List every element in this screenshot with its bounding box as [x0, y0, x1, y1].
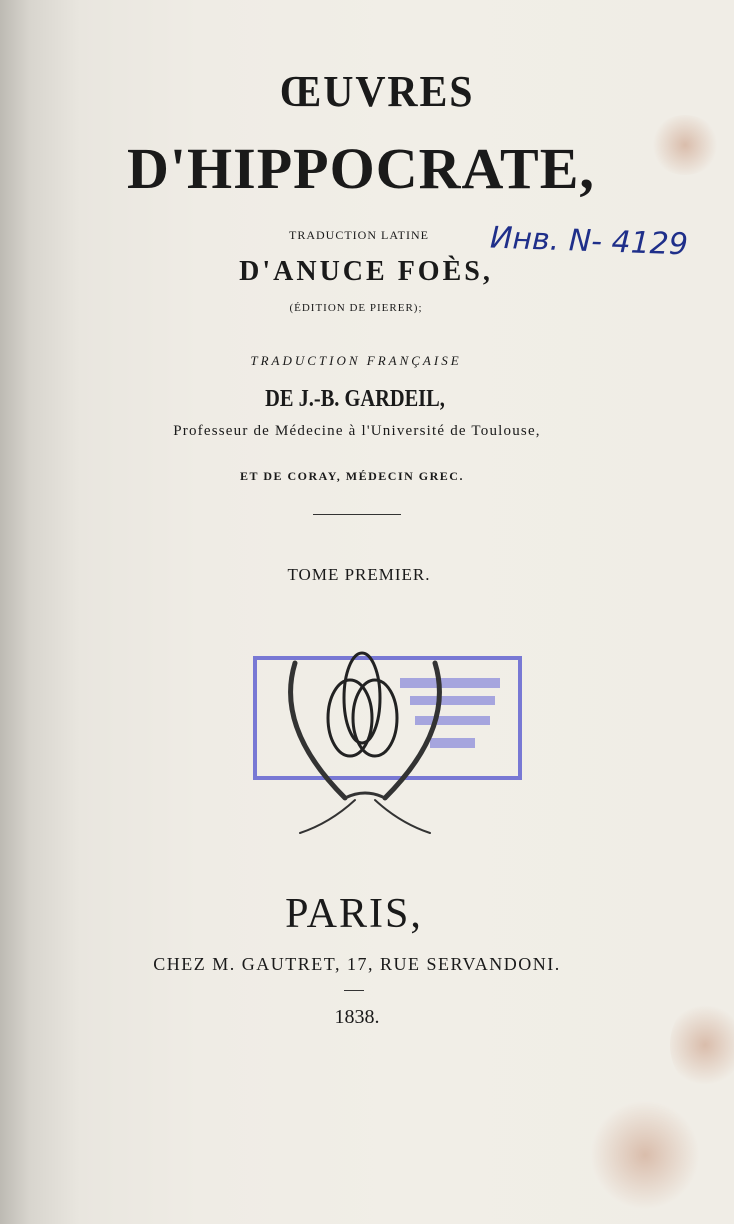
monogram-wreath-vignette — [250, 638, 525, 843]
latin-translator: D'ANUCE FOÈS, — [239, 256, 493, 287]
publisher: CHEZ M. GAUTRET, 17, RUE SERVANDONI. — [153, 954, 561, 974]
coauthor: ET DE CORAY, MÉDECIN GREC. — [240, 469, 464, 483]
french-translator: DE J.-B. GARDEIL, — [265, 386, 445, 412]
monogram-icon — [328, 653, 397, 756]
title-line-2: D'HIPPOCRATE, — [127, 136, 595, 201]
divider — [344, 990, 364, 991]
paper-stain — [590, 1100, 700, 1210]
edition-note: (ÉDITION DE PIERER); — [289, 302, 423, 314]
title-line-1: ŒUVRES — [279, 67, 475, 116]
translator-role: Professeur de Médecine à l'Université de Toulouse, — [173, 423, 541, 439]
latin-translation-label: TRADUCTION LATINE — [289, 228, 429, 242]
stamp-text — [400, 678, 500, 748]
year: 1838. — [334, 1006, 380, 1028]
volume: TOME PREMIER. — [287, 565, 431, 584]
french-translation-label: TRADUCTION FRANÇAISE — [250, 353, 462, 368]
handwritten-inventory-number: Инв. N- 4129 — [489, 220, 689, 263]
city: PARIS, — [285, 891, 423, 937]
divider — [313, 514, 401, 515]
